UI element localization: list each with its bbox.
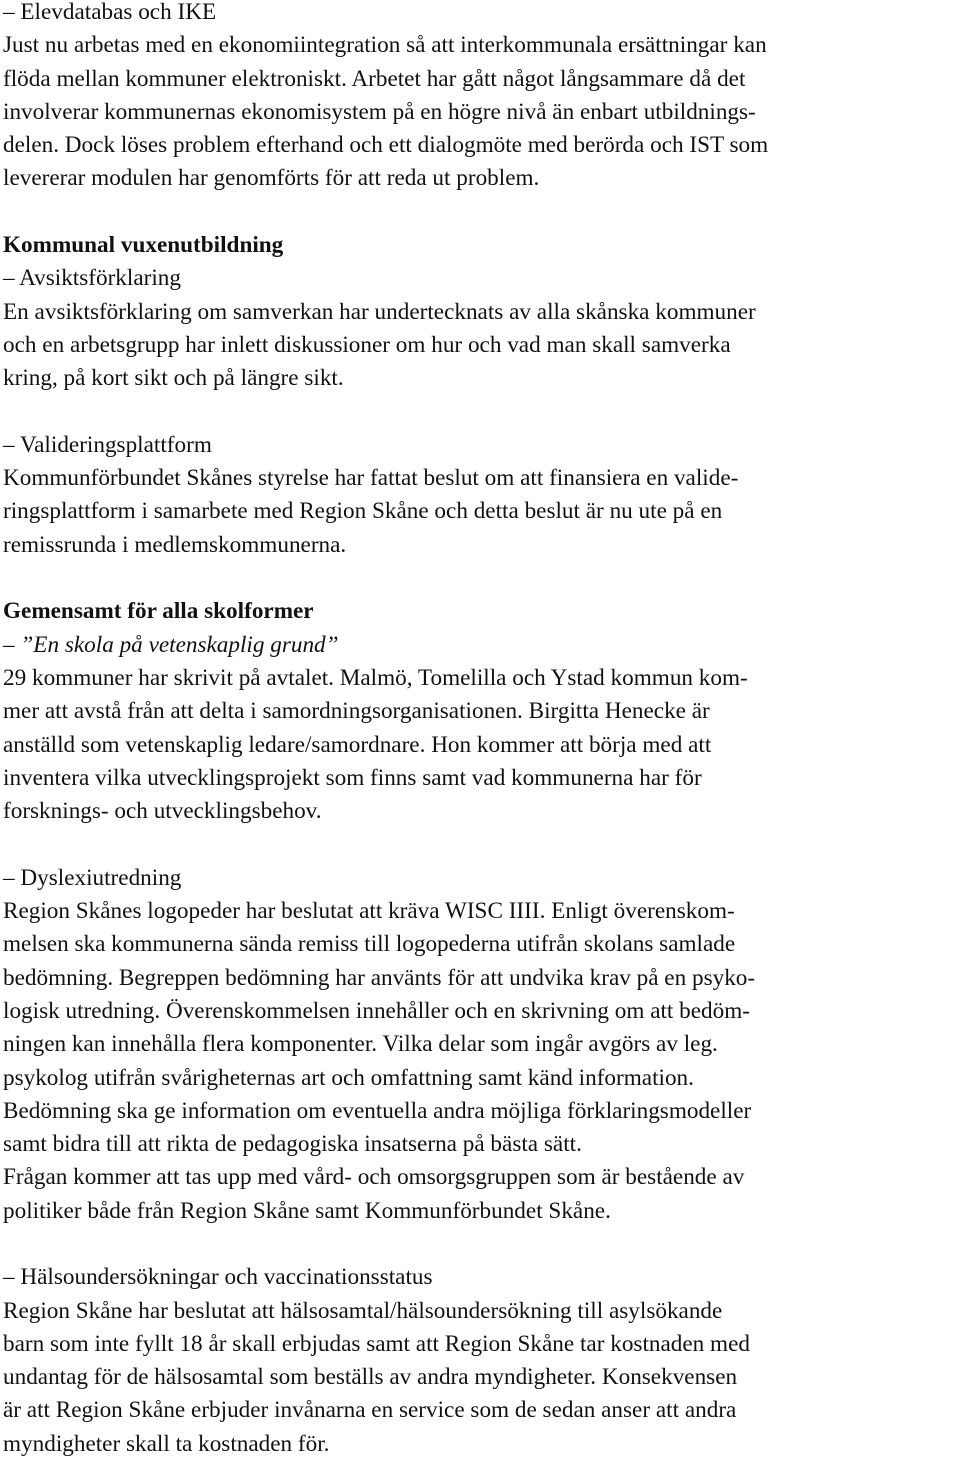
paragraph-line: samt bidra till att rikta de pedagogiska insatserna på bästa sätt.: [3, 1131, 582, 1158]
subheading-avsiktsforklaring: – Avsiktsförklaring: [3, 265, 181, 292]
section-spacer: [3, 828, 952, 861]
paragraph-line: anställd som vetenskaplig ledare/samordnare. Hon kommer att börja med att: [3, 731, 712, 758]
paragraph-line: flöda mellan kommuner elektroniskt. Arbetet har gått något långsammare då det: [3, 65, 746, 92]
subheading-dyslexiutredning: – Dyslexiutredning: [3, 864, 182, 891]
paragraph-line: forsknings- och utvecklingsbehov.: [3, 798, 322, 825]
paragraph-line: barn som inte fyllt 18 år skall erbjudas samt att Region Skåne tar kostnaden med: [3, 1330, 750, 1357]
paragraph-line: Bedömning ska ge information om eventuella andra möjliga förklaringsmodeller: [3, 1097, 752, 1124]
subheading-elevdatabas: – Elevdatabas och IKE: [3, 0, 217, 25]
paragraph-line: En avsiktsförklaring om samverkan har undertecknats av alla skånska kommuner: [3, 298, 756, 325]
section-spacer: [3, 196, 952, 229]
subheading-valideringsplattform: – Valideringsplattform: [3, 431, 212, 458]
paragraph-line: melsen ska kommunerna sända remiss till logopederna utifrån skolans samlade: [3, 931, 736, 958]
section-spacer: [3, 1228, 952, 1261]
paragraph-line: delen. Dock löses problem efterhand och ett dialogmöte med berörda och IST som: [3, 132, 769, 159]
subheading-dash: –: [3, 631, 21, 658]
paragraph-line: myndigheter skall ta kostnaden för.: [3, 1430, 330, 1457]
paragraph-line: mer att avstå från att delta i samordningsorganisationen. Birgitta Henecke är: [3, 698, 710, 725]
paragraph-line: Just nu arbetas med en ekonomiintegration så att interkommunala ersättningar kan: [3, 32, 767, 59]
paragraph-line: kring, på kort sikt och på längre sikt.: [3, 365, 344, 392]
heading-kommunal-vuxenutbildning: Kommunal vuxenutbildning: [3, 232, 284, 259]
paragraph-line: levererar modulen har genomförts för att reda ut problem.: [3, 165, 540, 192]
subheading-vetenskaplig-title: ”En skola på vetenskaplig grund”: [20, 631, 339, 658]
paragraph-line: logisk utredning. Överenskommelsen innehåller och en skrivning om att bedöm-: [3, 997, 750, 1024]
paragraph-line: och en arbetsgrupp har inlett diskussioner om hur och vad man skall samverka: [3, 331, 731, 358]
paragraph-line: bedömning. Begreppen bedömning har använts för att undvika krav på en psyko-: [3, 964, 756, 991]
paragraph-line: undantag för de hälsosamtal som beställs av andra myndigheter. Konsekvensen: [3, 1364, 738, 1391]
section-spacer: [3, 562, 952, 595]
paragraph-line: Kommunförbundet Skånes styrelse har fattat beslut om att finansiera en valide-: [3, 465, 739, 492]
paragraph-line: 29 kommuner har skrivit på avtalet. Malmö, Tomelilla och Ystad kommun kom-: [3, 664, 748, 691]
paragraph-line: politiker både från Region Skåne samt Kommunförbundet Skåne.: [3, 1197, 611, 1224]
paragraph-line: Frågan kommer att tas upp med vård- och omsorgsgruppen som är bestående av: [3, 1164, 745, 1191]
paragraph-line: Region Skånes logopeder har beslutat att kräva WISC IIII. Enligt överenskom-: [3, 898, 735, 925]
paragraph-line: involverar kommunernas ekonomisystem på en högre nivå än enbart utbildnings-: [3, 98, 756, 125]
paragraph-line: Region Skåne har beslutat att hälsosamtal/hälsoundersökning till asylsökande: [3, 1297, 723, 1324]
paragraph-line: psykolog utifrån svårigheternas art och omfattning samt känd information.: [3, 1064, 694, 1091]
paragraph-line: ringsplattform i samarbete med Region Skåne och detta beslut är nu ute på en: [3, 498, 723, 525]
paragraph-line: ningen kan innehålla flera komponenter. Vilka delar som ingår avgörs av leg.: [3, 1031, 718, 1058]
heading-gemensamt-skolformer: Gemensamt för alla skolformer: [3, 598, 314, 625]
subheading-halsoundersokningar: – Hälsoundersökningar och vaccinationsstatus: [3, 1264, 433, 1291]
subheading-vetenskaplig-grund: [3, 629, 952, 662]
section-spacer: [3, 396, 952, 429]
paragraph-line: inventera vilka utvecklingsprojekt som finns samt vad kommunerna har för: [3, 764, 702, 791]
paragraph-line: är att Region Skåne erbjuder invånarna en service som de sedan anser att andra: [3, 1397, 737, 1424]
paragraph-line: remissrunda i medlemskommunerna.: [3, 531, 347, 558]
